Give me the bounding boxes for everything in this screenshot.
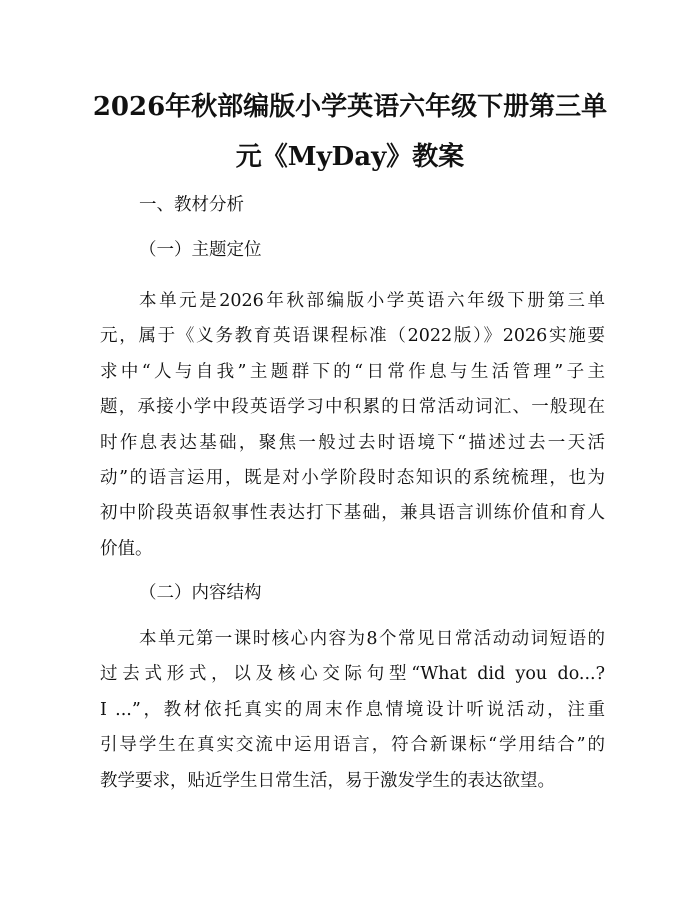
paragraph-line: 教学要求，贴近学生日常生活，易于激发学生的表达欲望。 — [100, 770, 555, 791]
paragraph-line: 元，属于《义务教育英语课程标准（2022版）》2026实施要 — [100, 326, 605, 347]
subsection-heading-content-structure: （二）内容结构 — [139, 583, 262, 603]
paragraph-line: 本单元是2026年秋部编版小学英语六年级下册第三单 — [139, 291, 605, 311]
section-heading-textbook-analysis: 一、教材分析 — [139, 195, 244, 215]
paragraph-line: I ...”，教材依托真实的周末作息情境设计听说活动，注重 — [100, 699, 605, 720]
document-title-line-1: 2026年秋部编版小学英语六年级下册第三单 — [92, 92, 608, 122]
paragraph-line: 引导学生在真实交流中运用语言，符合新课标“学用结合”的 — [100, 735, 605, 756]
paragraph-line: 价值。 — [100, 538, 153, 559]
paragraph-line: 初中阶段英语叙事性表达打下基础，兼具语言训练价值和育人 — [100, 503, 605, 524]
paragraph-theme — [100, 289, 605, 572]
paragraph-line: 时作息表达基础，聚焦一般过去时语境下“描述过去一天活 — [100, 432, 605, 453]
paragraph-line: 求中“人与自我”主题群下的“日常作息与生活管理”子主 — [100, 361, 605, 382]
paragraph-line: 题，承接小学中段英语学习中积累的日常活动词汇、一般现在 — [100, 397, 605, 418]
paragraph-content-structure — [100, 627, 605, 804]
paragraph-line: 本单元第一课时核心内容为8个常见日常活动动词短语的 — [139, 629, 605, 649]
paragraph-line: 过去式形式，以及核心交际句型“What did you do...? — [100, 664, 605, 685]
document-title-line-2: 元《MyDay》教案 — [235, 142, 465, 172]
paragraph-line: 动”的语言运用，既是对小学阶段时态知识的系统梳理，也为 — [100, 467, 605, 488]
subsection-heading-theme: （一）主题定位 — [139, 240, 262, 260]
